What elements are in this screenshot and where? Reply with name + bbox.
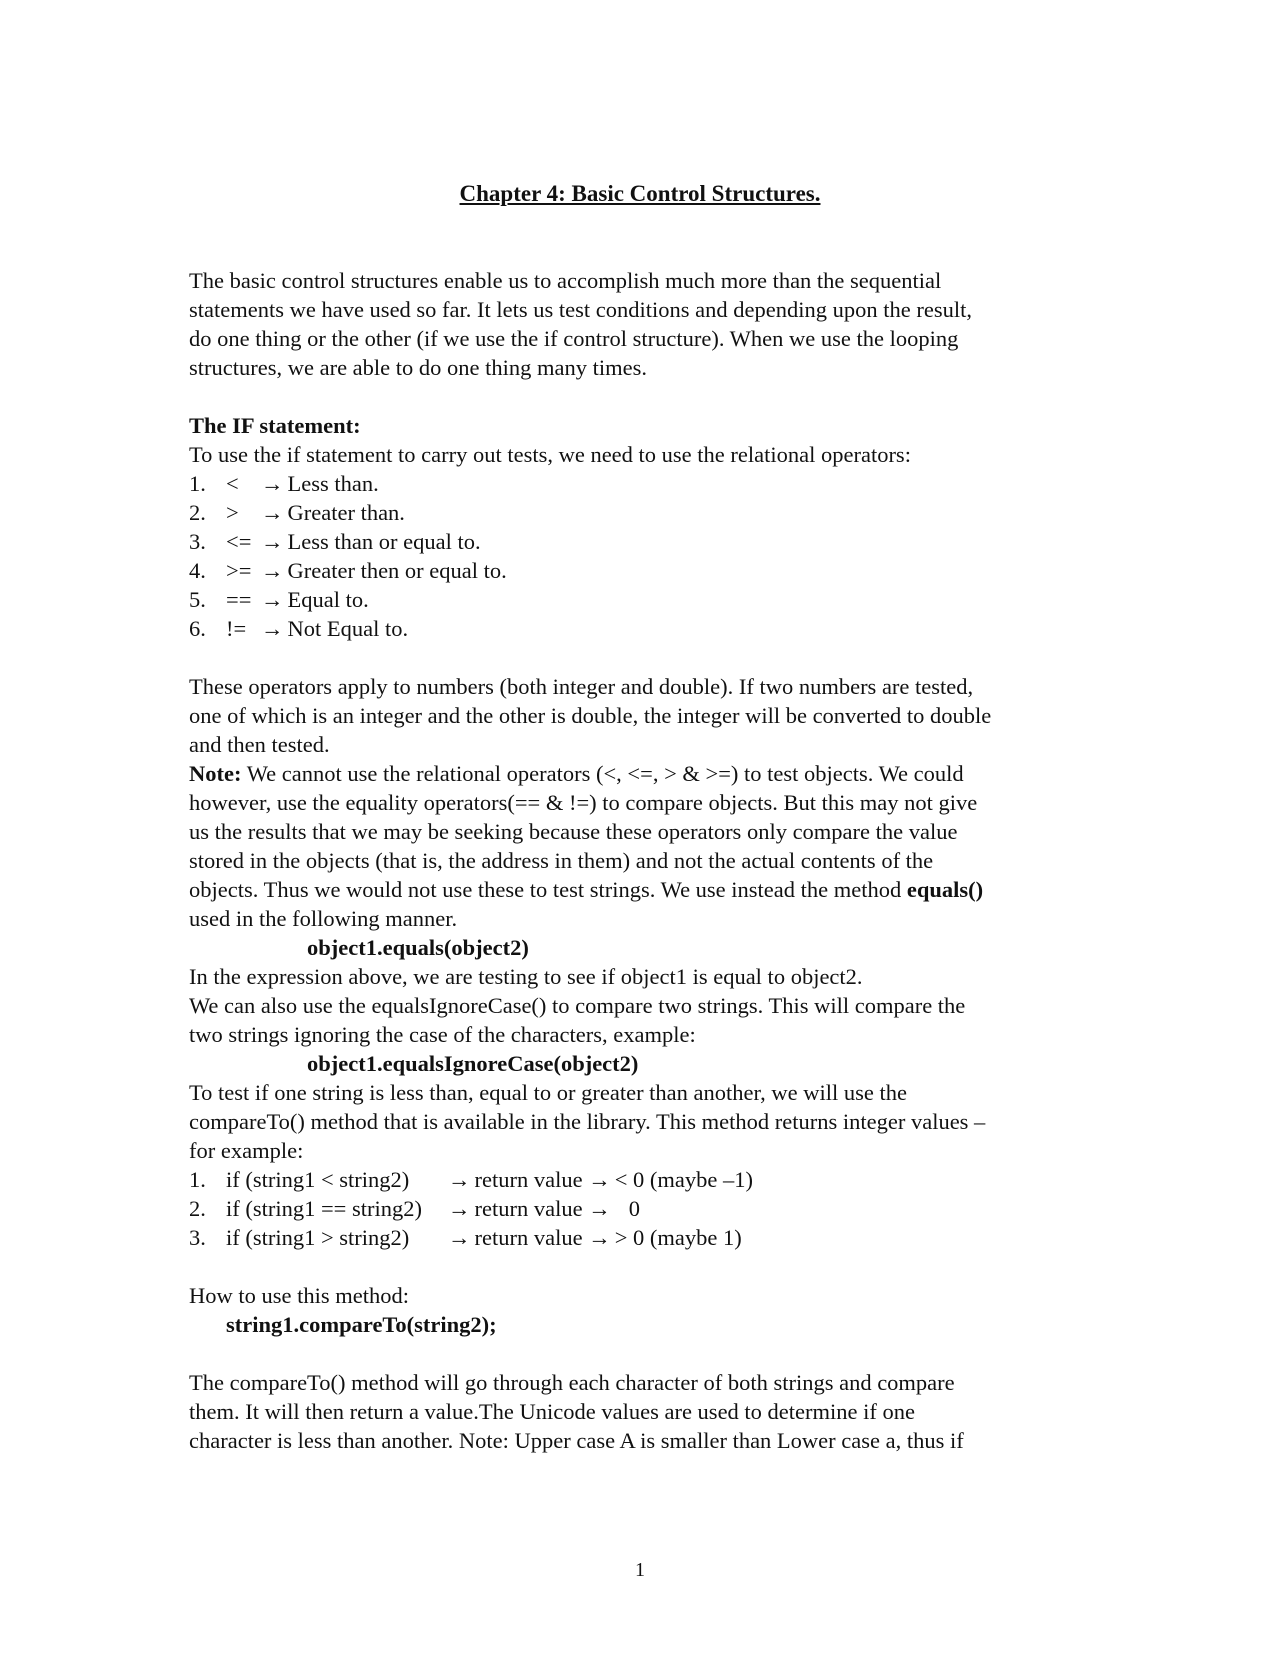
compare-case bbox=[189, 1223, 1109, 1252]
intro-line: do one thing or the other (if we use the if control structure). When we use the looping bbox=[189, 326, 959, 351]
arrow-right-icon: → bbox=[261, 529, 284, 554]
note-line: however, use the equality operators(== & !=) to compare objects. But this may not give bbox=[189, 790, 978, 815]
note-line bbox=[189, 875, 1109, 904]
ignore-case-line: two strings ignoring the case of the characters, example: bbox=[189, 1022, 696, 1047]
compare-case bbox=[189, 1194, 1109, 1223]
operator-symbol: >= bbox=[226, 558, 252, 583]
operator-number: 6. bbox=[189, 616, 206, 641]
operator-number: 5. bbox=[189, 587, 206, 612]
arrow-right-icon: → bbox=[588, 1225, 611, 1250]
intro-line: The basic control structures enable us to accomplish much more than the sequential bbox=[189, 268, 942, 293]
operator-symbol: != bbox=[226, 616, 247, 641]
spacer bbox=[189, 382, 1109, 411]
note-line: us the results that we may be seeking because these operators only compare the value bbox=[189, 819, 958, 844]
code-equals-ignore-case: object1.equalsIgnoreCase(object2) bbox=[307, 1051, 639, 1076]
case-condition: if (string1 < string2) bbox=[226, 1167, 410, 1192]
note-line bbox=[189, 759, 1109, 788]
case-result: return value bbox=[474, 1167, 583, 1192]
operator-description: Not Equal to. bbox=[287, 616, 409, 641]
operator-symbol: > bbox=[226, 500, 239, 525]
operator-description: Greater then or equal to. bbox=[287, 558, 507, 583]
operator-symbol: == bbox=[226, 587, 252, 612]
apply-line: one of which is an integer and the other is double, the integer will be converted to double bbox=[189, 703, 992, 728]
spacer bbox=[189, 1339, 1109, 1368]
final-line: The compareTo() method will go through each character of both strings and compare bbox=[189, 1370, 955, 1395]
case-number: 3. bbox=[189, 1225, 206, 1250]
document-body bbox=[189, 266, 1109, 1455]
chapter-title: Chapter 4: Basic Control Structures. bbox=[459, 181, 821, 206]
operator-item bbox=[189, 527, 1109, 556]
case-result: return value bbox=[474, 1196, 583, 1221]
arrow-right-icon: → bbox=[261, 471, 284, 496]
final-line: character is less than another. Note: Upper case A is smaller than Lower case a, thus if bbox=[189, 1428, 964, 1453]
ignore-case-line: We can also use the equalsIgnoreCase() to compare two strings. This will compare the bbox=[189, 993, 966, 1018]
case-number: 1. bbox=[189, 1167, 206, 1192]
arrow-right-icon: → bbox=[261, 587, 284, 612]
case-result: return value bbox=[474, 1225, 583, 1250]
operator-symbol: < bbox=[226, 471, 239, 496]
operator-description: Less than. bbox=[287, 471, 379, 496]
how-to-line: How to use this method: bbox=[189, 1283, 409, 1308]
arrow-right-icon: → bbox=[448, 1167, 471, 1192]
compare-line: compareTo() method that is available in the library. This method returns integer values – bbox=[189, 1109, 986, 1134]
final-line: them. It will then return a value.The Unicode values are used to determine if one bbox=[189, 1399, 915, 1424]
if-heading: The IF statement: bbox=[189, 413, 361, 438]
arrow-right-icon: → bbox=[261, 558, 284, 583]
note-text: We cannot use the relational operators (<, <=, > & >=) to test objects. We could bbox=[241, 761, 964, 786]
following-line: used in the following manner. bbox=[189, 906, 458, 931]
arrow-right-icon: → bbox=[588, 1196, 611, 1221]
code-compare-to: string1.compareTo(string2); bbox=[226, 1312, 497, 1337]
operator-number: 3. bbox=[189, 529, 206, 554]
expression-line: In the expression above, we are testing to see if object1 is equal to object2. bbox=[189, 964, 863, 989]
arrow-right-icon: → bbox=[448, 1225, 471, 1250]
note-text: objects. Thus we would not use these to test strings. We use instead the method bbox=[189, 877, 907, 902]
operator-description: Less than or equal to. bbox=[287, 529, 481, 554]
compare-case bbox=[189, 1165, 1109, 1194]
page-number: 1 bbox=[635, 1559, 645, 1581]
operator-item bbox=[189, 498, 1109, 527]
code-equals: object1.equals(object2) bbox=[307, 935, 529, 960]
if-intro: To use the if statement to carry out tests, we need to use the relational operators: bbox=[189, 442, 911, 467]
operator-description: Equal to. bbox=[287, 587, 369, 612]
operator-description: Greater than. bbox=[287, 500, 405, 525]
operator-item bbox=[189, 614, 1109, 643]
operator-number: 1. bbox=[189, 471, 206, 496]
operator-number: 4. bbox=[189, 558, 206, 583]
operator-item bbox=[189, 585, 1109, 614]
operator-number: 2. bbox=[189, 500, 206, 525]
intro-line: statements we have used so far. It lets us test conditions and depending upon the result, bbox=[189, 297, 972, 322]
case-number: 2. bbox=[189, 1196, 206, 1221]
apply-line: and then tested. bbox=[189, 732, 330, 757]
case-value: 0 bbox=[628, 1196, 640, 1221]
case-value: > 0 (maybe 1) bbox=[614, 1225, 742, 1250]
spacer bbox=[189, 643, 1109, 672]
operator-item bbox=[189, 556, 1109, 585]
intro-line: structures, we are able to do one thing many times. bbox=[189, 355, 647, 380]
case-condition: if (string1 == string2) bbox=[226, 1196, 422, 1221]
compare-line: for example: bbox=[189, 1138, 304, 1163]
note-line: stored in the objects (that is, the address in them) and not the actual contents of the bbox=[189, 848, 934, 873]
arrow-right-icon: → bbox=[261, 500, 284, 525]
compare-line: To test if one string is less than, equal to or greater than another, we will use the bbox=[189, 1080, 907, 1105]
note-label: Note: bbox=[189, 761, 242, 786]
operator-symbol: <= bbox=[226, 529, 252, 554]
case-value: < 0 (maybe –1) bbox=[614, 1167, 753, 1192]
arrow-right-icon: → bbox=[588, 1167, 611, 1192]
equals-method: equals() bbox=[906, 877, 984, 902]
apply-line: These operators apply to numbers (both integer and double). If two numbers are tested, bbox=[189, 674, 974, 699]
operator-item bbox=[189, 469, 1109, 498]
spacer bbox=[189, 1252, 1109, 1281]
case-condition: if (string1 > string2) bbox=[226, 1225, 410, 1250]
arrow-right-icon: → bbox=[261, 616, 284, 641]
arrow-right-icon: → bbox=[448, 1196, 471, 1221]
